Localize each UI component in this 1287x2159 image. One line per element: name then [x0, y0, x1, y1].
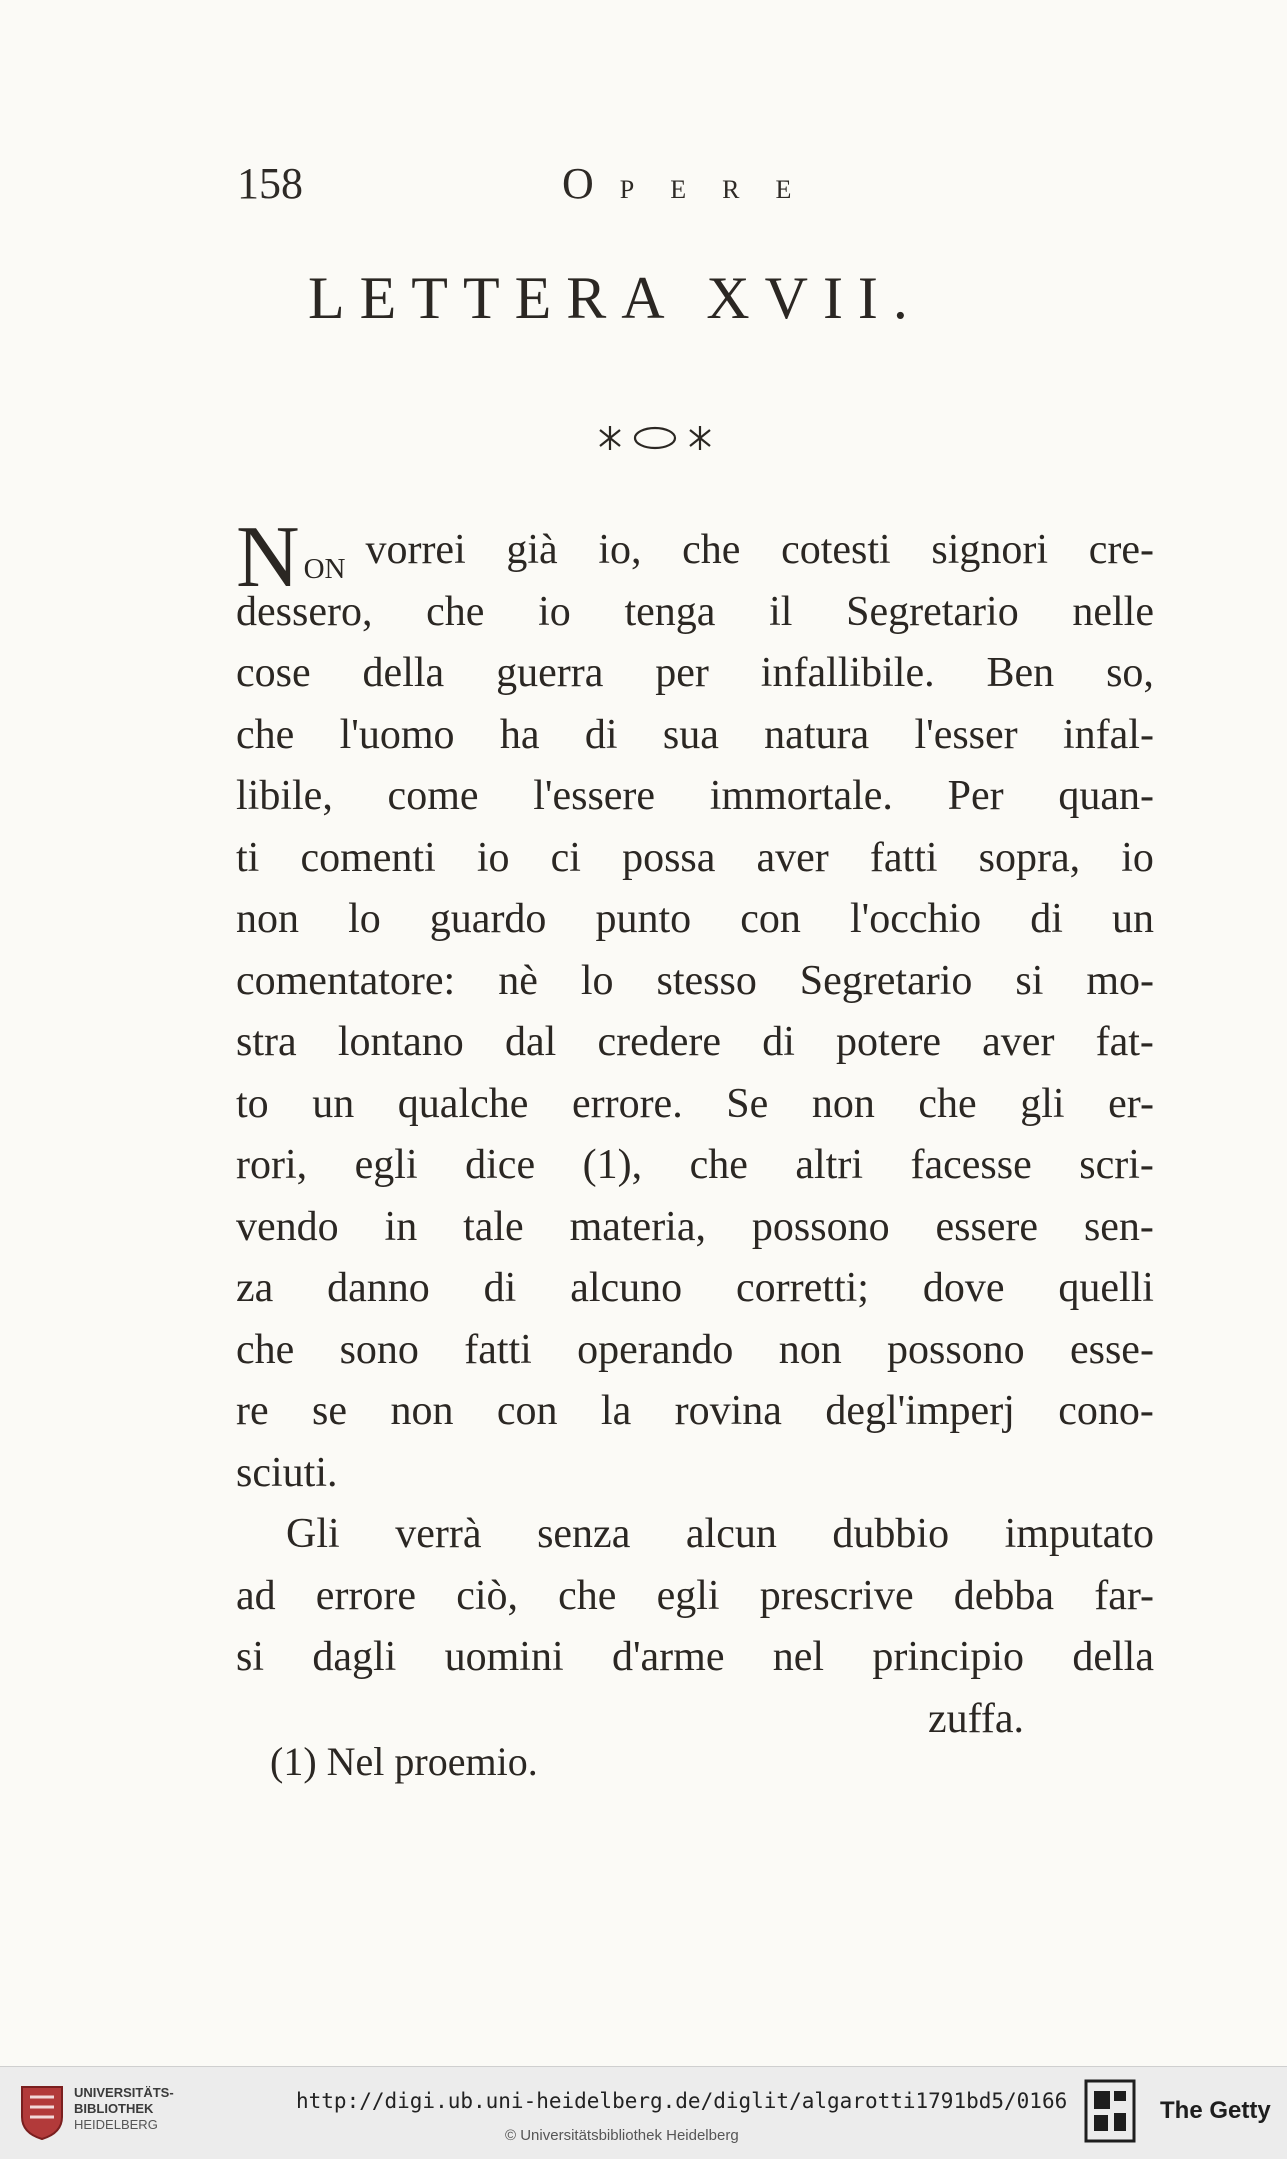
page-number: 158	[237, 159, 303, 208]
library-line-2: BIBLIOTHEK	[74, 2101, 154, 2116]
line-text: vorrei già io, che cotesti signori cre-	[365, 527, 1154, 573]
text-line: Gli verrà senza alcun dubbio imputato	[286, 1511, 1154, 1557]
library-line-3: HEIDELBERG	[74, 2117, 158, 2132]
page-header	[237, 158, 857, 218]
text-line: stra lontano dal credere di potere aver fat-	[236, 1019, 1154, 1065]
text-line: rori, egli dice (1), che altri facesse scri-	[236, 1142, 1154, 1188]
text-line: za danno di alcuno corretti; dove quelli	[236, 1265, 1154, 1311]
permalink-url[interactable]: http://digi.ub.uni-heidelberg.de/diglit/algarotti1791bd5/0166	[296, 2089, 1068, 2113]
footnote: (1) Nel proemio.	[270, 1739, 538, 1784]
first-word-rest: on	[303, 542, 346, 588]
text-line: libile, come l'essere immortale. Per quan-	[236, 773, 1154, 819]
partner-name: The Getty	[1160, 2097, 1271, 2124]
letter-body	[236, 509, 1154, 1750]
text-line: zuffa.	[928, 1695, 1024, 1742]
text-line: to un qualche errore. Se non che gli er-	[236, 1080, 1154, 1127]
text-line: ad errore ciò, che egli prescrive debba far-	[236, 1572, 1154, 1619]
text-line: sciuti.	[236, 1449, 338, 1496]
text-line: cose della guerra per infallibile. Ben so,	[236, 650, 1154, 696]
text-line: re se non con la rovina degl'imperj cono-	[236, 1388, 1154, 1434]
text-line: che sono fatti operando non possono esse-	[236, 1326, 1154, 1373]
text-line: ti comenti io ci possa aver fatti sopra, io	[236, 834, 1154, 881]
running-head	[562, 158, 827, 209]
getty-logo-icon	[1084, 2079, 1136, 2143]
ornament-icon	[590, 420, 720, 456]
text-line: dessero, che io tenga il Segretario nelle	[236, 588, 1154, 635]
library-name	[74, 2085, 174, 2133]
library-line-1: UNIVERSITÄTS-	[74, 2085, 174, 2100]
viewer-footer	[0, 2066, 1287, 2159]
text-line: che l'uomo ha di sua natura l'esser infal-	[236, 711, 1154, 758]
body-lines	[236, 582, 1154, 1751]
university-seal-icon	[18, 2083, 66, 2141]
opening-words	[236, 509, 346, 606]
running-head-rest: PERE	[619, 175, 828, 204]
drop-cap: N	[236, 509, 300, 606]
letter-title: LETTERA XVII.	[308, 265, 923, 331]
text-line	[236, 509, 1154, 606]
running-head-initial: O	[562, 159, 620, 208]
text-line: comentatore: nè lo stesso Segretario si mo-	[236, 957, 1154, 1004]
text-line: vendo in tale materia, possono essere sen-	[236, 1203, 1154, 1250]
text-line: non lo guardo punto con l'occhio di un	[236, 896, 1154, 942]
text-line: si dagli uomini d'arme nel principio della	[236, 1634, 1154, 1680]
copyright-notice: © Universitätsbibliothek Heidelberg	[505, 2127, 739, 2144]
